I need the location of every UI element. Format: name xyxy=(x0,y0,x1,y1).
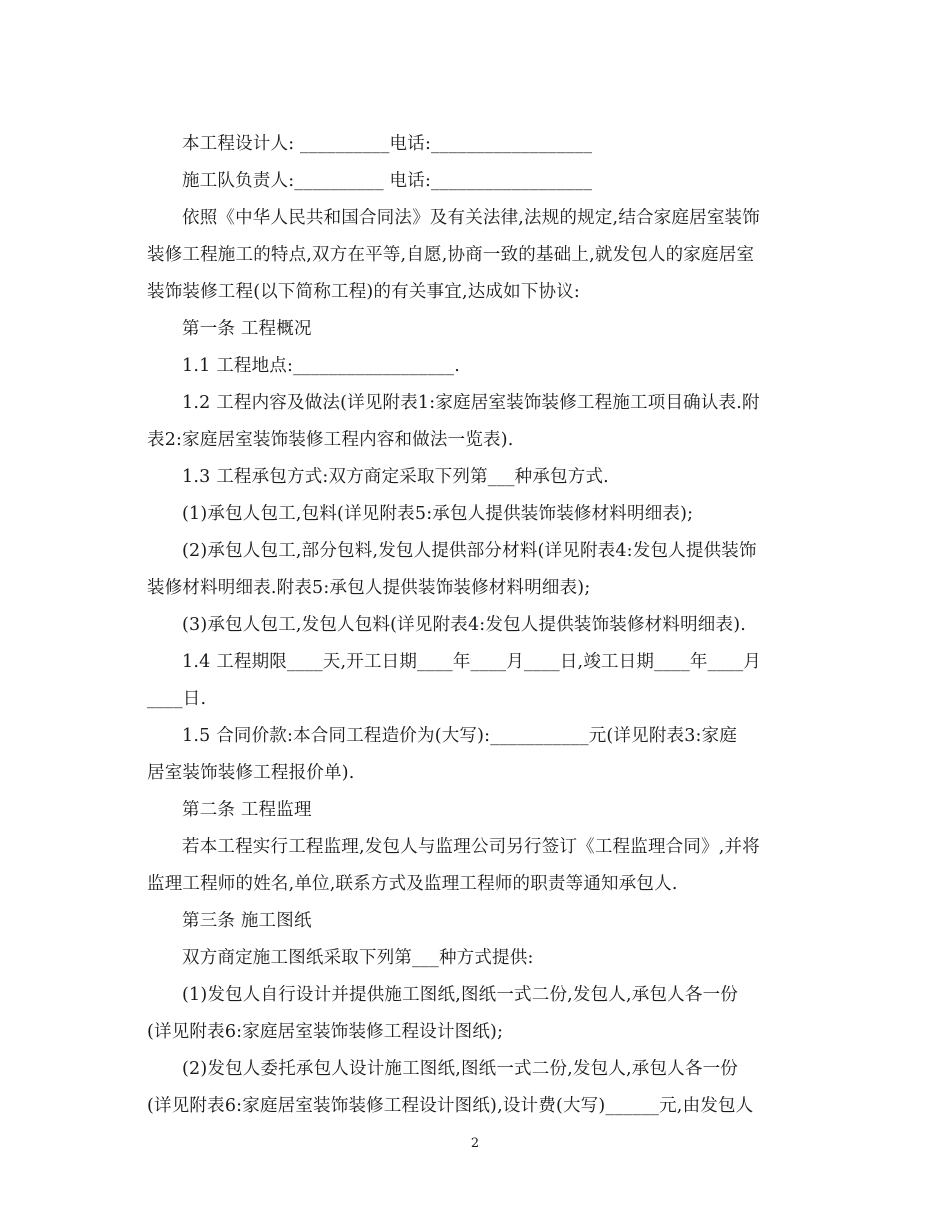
text-line-designer: 本工程设计人: __________电话:__________________ xyxy=(182,134,593,154)
text-line: 1.5 合同价款:本合同工程造价为(大写):___________元(详见附表3:家庭 xyxy=(182,726,738,746)
text-line: (详见附表6:家庭居室装饰装修工程设计图纸),设计费(大写)______元,由发包人 xyxy=(147,1096,754,1116)
text-line: (2)发包人委托承包人设计施工图纸,图纸一式二份,发包人,承包人各一份 xyxy=(182,1059,738,1079)
text-line: 居室装饰装修工程报价单). xyxy=(147,763,355,783)
text-line: (详见附表6:家庭居室装饰装修工程设计图纸); xyxy=(147,1022,504,1042)
text-line: 监理工程师的姓名,单位,联系方式及监理工程师的职责等通知承包人. xyxy=(147,874,678,894)
text-line: 装饰装修工程(以下简称工程)的有关事宜,达成如下协议: xyxy=(147,282,581,302)
text-line: 1.1 工程地点:__________________. xyxy=(182,356,460,376)
text-line-team-leader: 施工队负责人:__________ 电话:__________________ xyxy=(182,171,593,191)
text-line: 1.3 工程承包方式:双方商定采取下列第___种承包方式. xyxy=(182,467,609,487)
text-line: (1)承包人包工,包料(详见附表5:承包人提供装饰装修材料明细表); xyxy=(182,504,694,524)
section-heading-1: 第一条 工程概况 xyxy=(182,319,312,339)
text-line: (1)发包人自行设计并提供施工图纸,图纸一式二份,发包人,承包人各一份 xyxy=(182,985,738,1005)
text-line: (3)承包人包工,发包人包料(详见附表4:发包人提供装饰装修材料明细表). xyxy=(182,615,746,635)
text-line: 双方商定施工图纸采取下列第___种方式提供: xyxy=(182,948,534,968)
text-line: 表2:家庭居室装饰装修工程内容和做法一览表). xyxy=(147,430,514,450)
section-heading-3: 第三条 施工图纸 xyxy=(182,911,312,931)
text-line: 依照《中华人民共和国合同法》及有关法律,法规的规定,结合家庭居室装饰 xyxy=(182,208,760,228)
text-line: ____日. xyxy=(147,689,207,709)
text-line: (2)承包人包工,部分包料,发包人提供部分材料(详见附表4:发包人提供装饰 xyxy=(182,541,757,561)
document-body xyxy=(147,126,807,1125)
section-heading-2: 第二条 工程监理 xyxy=(182,800,312,820)
text-line: 若本工程实行工程监理,发包人与监理公司另行签订《工程监理合同》,并将 xyxy=(182,837,760,857)
page-number: 2 xyxy=(470,1136,480,1151)
text-line: 1.4 工程期限____天,开工日期____年____月____日,竣工日期____年____月 xyxy=(182,652,762,672)
text-line: 装修工程施工的特点,双方在平等,自愿,协商一致的基础上,就发包人的家庭居室 xyxy=(147,245,755,265)
text-line: 装修材料明细表.附表5:承包人提供装饰装修材料明细表); xyxy=(147,578,591,598)
text-line: 1.2 工程内容及做法(详见附表1:家庭居室装饰装修工程施工项目确认表.附 xyxy=(182,393,760,413)
